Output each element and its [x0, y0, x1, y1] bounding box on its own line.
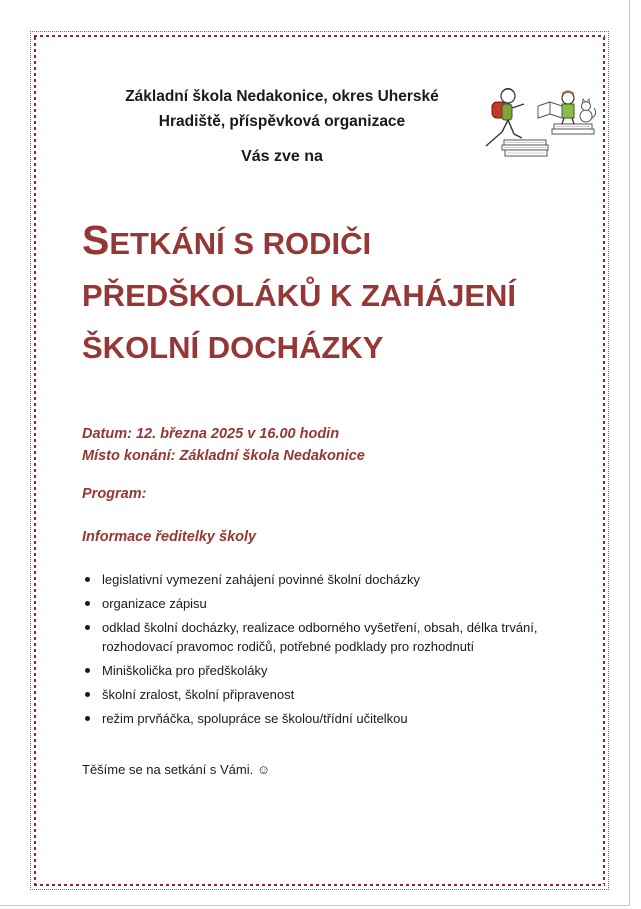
closing-line: Těšíme se na setkání s Vámi. ☺ — [82, 762, 271, 777]
list-item: školní zralost, školní připravenost — [82, 685, 592, 704]
school-name — [92, 84, 472, 134]
event-date: Datum: 12. března 2025 v 16.00 hodin — [82, 426, 340, 442]
section-heading: Informace ředitelky školy — [82, 529, 257, 545]
school-name-line-2: Hradiště, příspěvková organizace — [158, 113, 406, 130]
program-list — [82, 570, 592, 733]
list-item: odklad školní docházky, realizace odborného vyšetření, obsah, délka trvání, rozhodovací pravomoc rodičů, potřebné podklady pro rozhodnutí — [82, 618, 592, 656]
school-name-line-1: Základní škola Nedakonice, okres Uherské — [125, 88, 439, 105]
event-details — [82, 423, 582, 467]
title-line-1-text: ETKÁNÍ S RODIČI — [109, 226, 372, 261]
children-with-books-icon — [478, 84, 602, 164]
list-item: legislativní vymezení zahájení povinné školní docházky — [82, 570, 592, 589]
event-venue: Místo konání: Základní škola Nedakonice — [82, 448, 365, 464]
program-label: Program: — [82, 486, 147, 502]
list-item: režim prvňáčka, spolupráce se školou/třídní učitelkou — [82, 709, 592, 728]
invite-line: Vás zve na — [241, 148, 323, 165]
title-line-1 — [82, 214, 602, 270]
event-title — [82, 214, 602, 374]
list-item: Miniškolička pro předškoláky — [82, 661, 592, 680]
list-item: organizace zápisu — [82, 594, 592, 613]
title-initial: S — [82, 217, 110, 263]
title-line-3: ŠKOLNÍ DOCHÁZKY — [82, 330, 384, 365]
title-line-2: PŘEDŠKOLÁKŮ K ZAHÁJENÍ — [82, 278, 517, 313]
